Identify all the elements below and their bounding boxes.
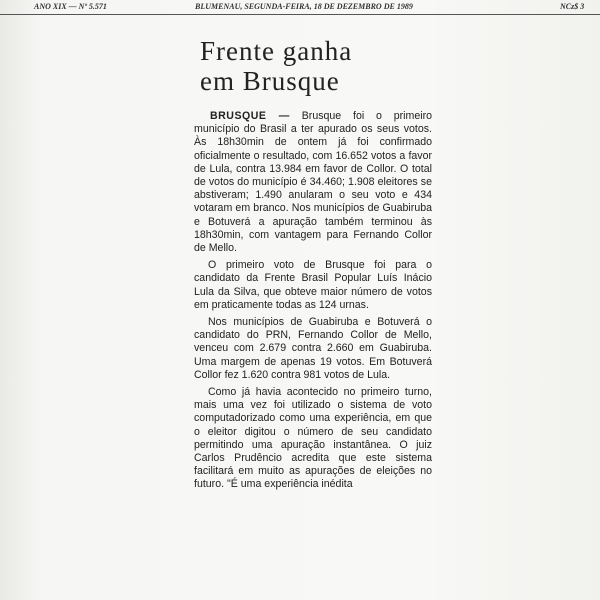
- dateline: BRUSQUE —: [210, 110, 290, 122]
- article-paragraph: [194, 110, 432, 255]
- masthead-date: BLUMENAU, SEGUNDA-FEIRA, 18 DE DEZEMBRO DE 1989: [195, 2, 413, 11]
- article-paragraph: Nos municípios de Guabiruba e Botuverá o candidato do PRN, Fernando Collor de Mello, venceu com 2.679 contra 2.660 em Guabiruba. Uma margem de apenas 19 votos. Em Botuverá Collor fez 1.620 contra 981 votos de Lula.: [194, 316, 432, 381]
- article-paragraph: O primeiro voto de Brusque foi para o candidato da Frente Brasil Popular Luís Inácio Lula da Silva, que obteve maior número de votos em praticamente todas as 124 urnas.: [194, 259, 432, 311]
- headline-line-2: em Brusque: [200, 66, 340, 96]
- article-paragraph: Como já havia acontecido no primeiro turno, mais uma vez foi utilizado o sistema de voto computadorizado como uma experiência, em que o eleitor digitou o número de seu candidato permitindo uma apuração instantânea. O juiz Carlos Prudêncio acredita que este sistema facilitará em muito as apurações de eleições no futuro. "É uma experiência inédita: [194, 386, 432, 491]
- article-body: [194, 110, 432, 492]
- masthead-issue: ANO XIX — Nº 5.571: [34, 2, 107, 11]
- article-headline: [200, 36, 432, 96]
- masthead-price: NCz$ 3: [560, 2, 585, 11]
- article-column: [194, 36, 432, 496]
- masthead: [0, 0, 600, 15]
- paragraph-text: Brusque foi o primeiro município do Brasil a ter apurado os seus votos. Às 18h30min de ontem já foi confirmado oficialmente o resultado, com 16.652 votos a favor de Lula, contra 13.984 em favor de Collor. O total de votos do município é 34.460; 1.908 eleitores se abstiveram; 1.490 anularam o seu voto e 434 votaram em branco. Nos municípios de Guabiruba e Botuverá a apuração também terminou às 18h30min, com vantagem para Fernando Collor de Mello.: [194, 110, 432, 255]
- headline-line-1: Frente ganha: [200, 36, 353, 66]
